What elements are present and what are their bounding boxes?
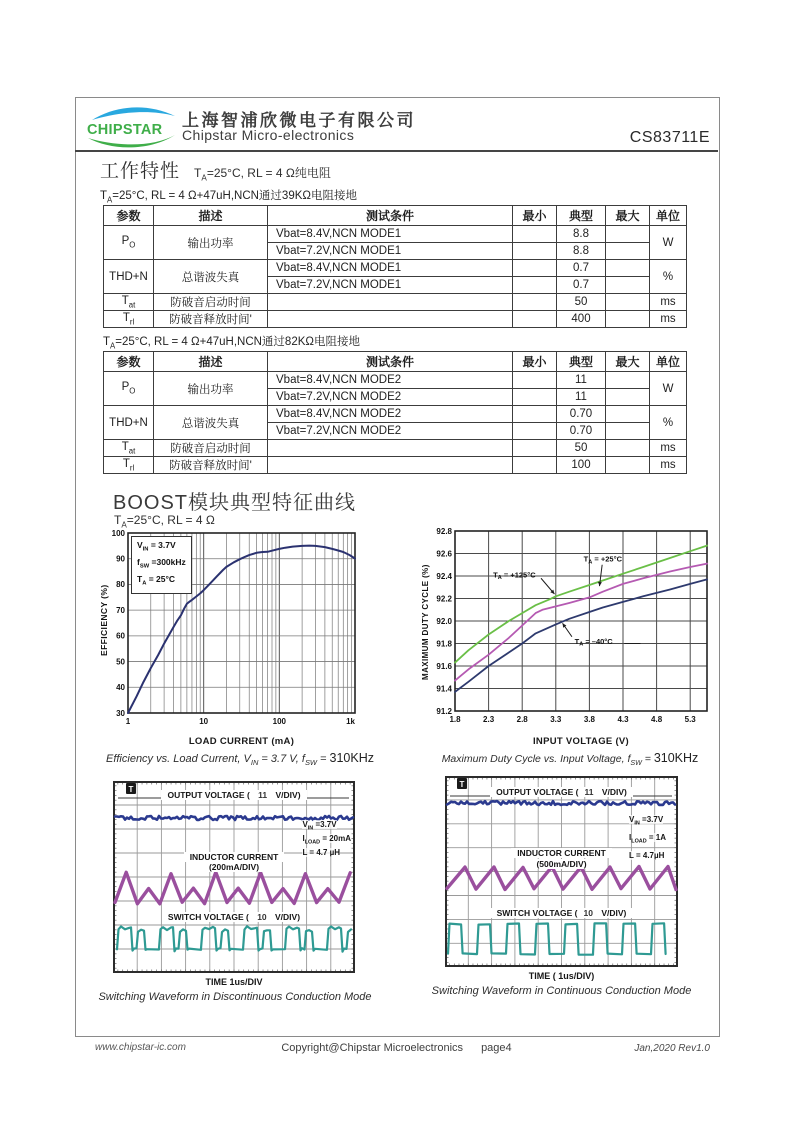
max-cell [606,311,650,328]
svg-text:91.6: 91.6 [436,661,452,671]
cond-cell: Vbat=7.2V,NCN MODE1 [268,243,513,260]
min-cell [513,311,557,328]
col-cond: 测试条件 [268,352,513,372]
section-title: 工作特性 [100,161,181,182]
dcm-scope [113,781,355,973]
table-row [104,440,687,457]
desc-cell: 防破音释放时间' [154,311,268,328]
cond-cell [268,440,513,457]
svg-text:T: T [128,785,134,794]
unit-cell: % [650,406,687,440]
cond-cell [268,457,513,474]
table-row [104,226,687,243]
cond-cell: Vbat=8.4V,NCN MODE1 [268,260,513,277]
svg-text:2.3: 2.3 [483,715,495,724]
desc-cell: 总谐波失真 [154,260,268,294]
svg-text:3.3: 3.3 [550,715,562,724]
table2-condition: $T_A=25^\circ C$, RL = 4 Ω+47uH,NCN通过82KΩ电阻接地 [103,336,360,351]
vin-condition: $V_{IN} =3.7V$ [629,815,664,827]
inductor-current-label: INDUCTOR CURRENT (500mA/DIV) [445,848,678,870]
svg-text:92.8: 92.8 [436,526,452,536]
legend-line: $T_A = 25^\circ C$ [137,574,176,588]
svg-text:92.4: 92.4 [436,571,452,581]
section-title-condition: $T_A=25^\circ C$, RL = 4 Ω纯电阻 [194,166,331,183]
typ-cell: 100 [557,457,606,474]
svg-text:30: 30 [116,708,125,718]
svg-text:92.6: 92.6 [436,549,452,559]
svg-text:92.2: 92.2 [436,594,452,604]
col-max: 最大 [606,352,650,372]
param-cell: $P_O$ [104,372,154,406]
svg-text:4.8: 4.8 [651,715,663,724]
min-cell [513,406,557,423]
col-typ: 典型 [557,206,606,226]
min-cell [513,260,557,277]
svg-text:1.8: 1.8 [449,715,461,724]
svg-text:60: 60 [116,631,125,641]
typ-cell: 0.7 [557,260,606,277]
dcm-time-label: TIME 1us/DIV [205,977,263,987]
table-row [104,294,687,311]
desc-cell: 输出功率 [154,372,268,406]
col-param: 参数 [104,206,154,226]
boost-section-title: BOOST模块典型特征曲线 [113,492,357,514]
typ-cell: 0.7 [557,277,606,294]
table-header-row [104,206,687,226]
boost-section-condition: $T_A=25^\circ C$, RL = 4 Ω [114,513,215,530]
min-cell [513,226,557,243]
col-cond: 测试条件 [268,206,513,226]
svg-text:1: 1 [125,717,131,726]
inductance-condition: L = 4.7 µH [302,848,341,858]
typ-cell: 11 [557,372,606,389]
svg-text:70: 70 [116,605,125,615]
svg-text:100: 100 [111,528,125,538]
logo-text: CHIPSTAR [87,122,163,138]
typ-cell: 400 [557,311,606,328]
table-row [104,311,687,328]
min-cell [513,457,557,474]
typ-cell: 0.70 [557,406,606,423]
dcm-caption: Switching Waveform in Discontinuous Conduction Mode [98,991,372,1003]
svg-text:50: 50 [116,657,125,667]
typ-cell: 50 [557,440,606,457]
svg-text:5.3: 5.3 [684,715,696,724]
max-cell [606,260,650,277]
col-desc: 描述 [154,352,268,372]
param-cell: $T_{at}$ [104,440,154,457]
param-cell: $T_{at}$ [104,294,154,311]
footer-website: www.chipstar-ic.com [95,1042,186,1053]
dcm-scope-screen [113,781,355,973]
desc-cell: 总谐波失真 [154,406,268,440]
svg-text:10: 10 [199,717,209,726]
col-max: 最大 [606,206,650,226]
duty-x-axis-title: INPUT VOLTAGE (V) [532,736,630,747]
col-min: 最小 [513,352,557,372]
cond-cell [268,294,513,311]
operating-section-header [100,156,331,183]
min-cell [513,423,557,440]
ccm-time-label: TIME ( 1us/DIV) [528,971,595,981]
svg-text:4.3: 4.3 [617,715,629,724]
table-header-row [104,352,687,372]
svg-text:100: 100 [272,717,287,726]
max-cell [606,423,650,440]
switch-voltage-label: SWITCH VOLTAGE ( 10 V/DIV) [113,912,355,922]
ccm-scope-screen [445,776,678,967]
col-min: 最小 [513,206,557,226]
duty-y-axis-title: MAXIMUM DUTY CYCLE (%) [421,564,430,681]
company-name-en: Chipstar Micro-electronics [182,127,355,143]
switch-voltage-label: SWITCH VOLTAGE ( 10 V/DIV) [445,908,678,918]
cond-cell: Vbat=8.4V,NCN MODE1 [268,226,513,243]
min-cell [513,294,557,311]
svg-text:TA = +25°C: $T_A = +25^\circ C$ [583,554,623,566]
min-cell [513,389,557,406]
max-cell [606,294,650,311]
efficiency-y-axis-title: EFFICIENCY (%) [99,584,109,656]
spec-table-2 [103,351,687,474]
typ-cell: 11 [557,389,606,406]
col-desc: 描述 [154,206,268,226]
cond-cell: Vbat=8.4V,NCN MODE2 [268,372,513,389]
svg-text:40: 40 [116,683,125,693]
min-cell [513,440,557,457]
svg-text:91.4: 91.4 [436,684,452,694]
output-voltage-label: OUTPUT VOLTAGE ( 11 V/DIV) [113,790,355,800]
typ-cell: 0.70 [557,423,606,440]
ccm-scope [445,776,678,967]
desc-cell: 防破音释放时间' [154,457,268,474]
table-row [104,457,687,474]
cond-cell [268,311,513,328]
efficiency-legend [131,536,192,594]
min-cell [513,372,557,389]
page-number: page4 [481,1042,512,1054]
svg-text:TA = –40°C: $T_A = -40^\circ C$ [574,636,613,648]
iload-condition: $I_{LOAD} = 1A$ [629,833,666,845]
unit-cell: % [650,260,687,294]
spec-table-1 [103,205,687,328]
inductor-current-label: INDUCTOR CURRENT (200mA/DIV) [113,852,355,872]
vin-condition: $V_{IN} =3.7V$ [302,820,337,832]
svg-text:3.8: 3.8 [583,715,595,724]
desc-cell: 输出功率 [154,226,268,260]
unit-cell: ms [650,457,687,474]
chipstar-logo-icon [84,103,178,151]
table1-condition: $T_A=25^\circ C$, RL = 4 Ω+47uH,NCN通过39KΩ电阻接地 [100,190,357,205]
cond-cell: Vbat=7.2V,NCN MODE2 [268,389,513,406]
svg-text:91.2: 91.2 [436,706,452,716]
svg-text:90: 90 [116,554,125,564]
max-cell [606,389,650,406]
col-unit: 单位 [650,206,687,226]
unit-cell: ms [650,440,687,457]
svg-text:91.8: 91.8 [436,639,452,649]
company-name-cn: 上海智浦欣微电子有限公司 [182,111,416,130]
duty-plot [432,524,718,736]
table-row [104,406,687,423]
desc-cell: 防破音启动时间 [154,440,268,457]
iload-condition: $I_{LOAD} = 20mA$ [302,834,351,846]
max-cell [606,243,650,260]
unit-cell: ms [650,311,687,328]
max-cell [606,406,650,423]
param-cell: $P_O$ [104,226,154,260]
legend-line: $V_{IN} = 3.7V$ [137,540,176,553]
param-cell: $T_{rl}$ [104,457,154,474]
header-divider [75,150,718,152]
output-voltage-label: OUTPUT VOLTAGE ( 11 V/DIV) [445,787,678,797]
typ-cell: 50 [557,294,606,311]
col-unit: 单位 [650,352,687,372]
efficiency-x-axis-title: LOAD CURRENT (mA) [188,736,295,747]
efficiency-caption: Efficiency vs. Load Current, $V_{IN} = 3.7$ V, $f_{SW} = 310KHz$ [105,751,374,768]
max-cell [606,372,650,389]
svg-text:T: T [459,780,465,789]
cond-cell: Vbat=8.4V,NCN MODE2 [268,406,513,423]
part-number: CS83711E [629,129,710,146]
table-row [104,372,687,389]
svg-text:TA = +125°C: $T_A = +125^\circ C$ [493,570,536,582]
svg-text:1k: 1k [346,717,355,726]
table-row [104,260,687,277]
typ-cell: 8.8 [557,243,606,260]
col-typ: 典型 [557,352,606,372]
max-cell [606,457,650,474]
col-param: 参数 [104,352,154,372]
min-cell [513,277,557,294]
min-cell [513,243,557,260]
duty-caption: Maximum Duty Cycle vs. Input Voltage, $f_{SW} = 310KHz$ [441,751,699,768]
param-cell: THD+N [104,260,154,294]
unit-cell: W [650,372,687,406]
typ-cell: 8.8 [557,226,606,243]
svg-text:2.8: 2.8 [516,715,528,724]
svg-text:92.0: 92.0 [436,616,452,626]
param-cell: THD+N [104,406,154,440]
cond-cell: Vbat=7.2V,NCN MODE2 [268,423,513,440]
unit-cell: W [650,226,687,260]
unit-cell: ms [650,294,687,311]
inductance-condition: L = 4.7µH [629,851,665,861]
svg-text:80: 80 [116,580,125,590]
param-cell: $T_{rl}$ [104,311,154,328]
max-cell [606,277,650,294]
max-cell [606,440,650,457]
footer-revision: Jan,2020 Rev1.0 [634,1043,710,1054]
desc-cell: 防破音启动时间 [154,294,268,311]
cond-cell: Vbat=7.2V,NCN MODE1 [268,277,513,294]
copyright-text: Copyright@Chipstar Microelectronics [281,1042,464,1054]
legend-line: $f_{SW} =300kHz$ [137,557,186,570]
ccm-caption: Switching Waveform in Continuous Conduction Mode [431,985,692,997]
max-cell [606,226,650,243]
